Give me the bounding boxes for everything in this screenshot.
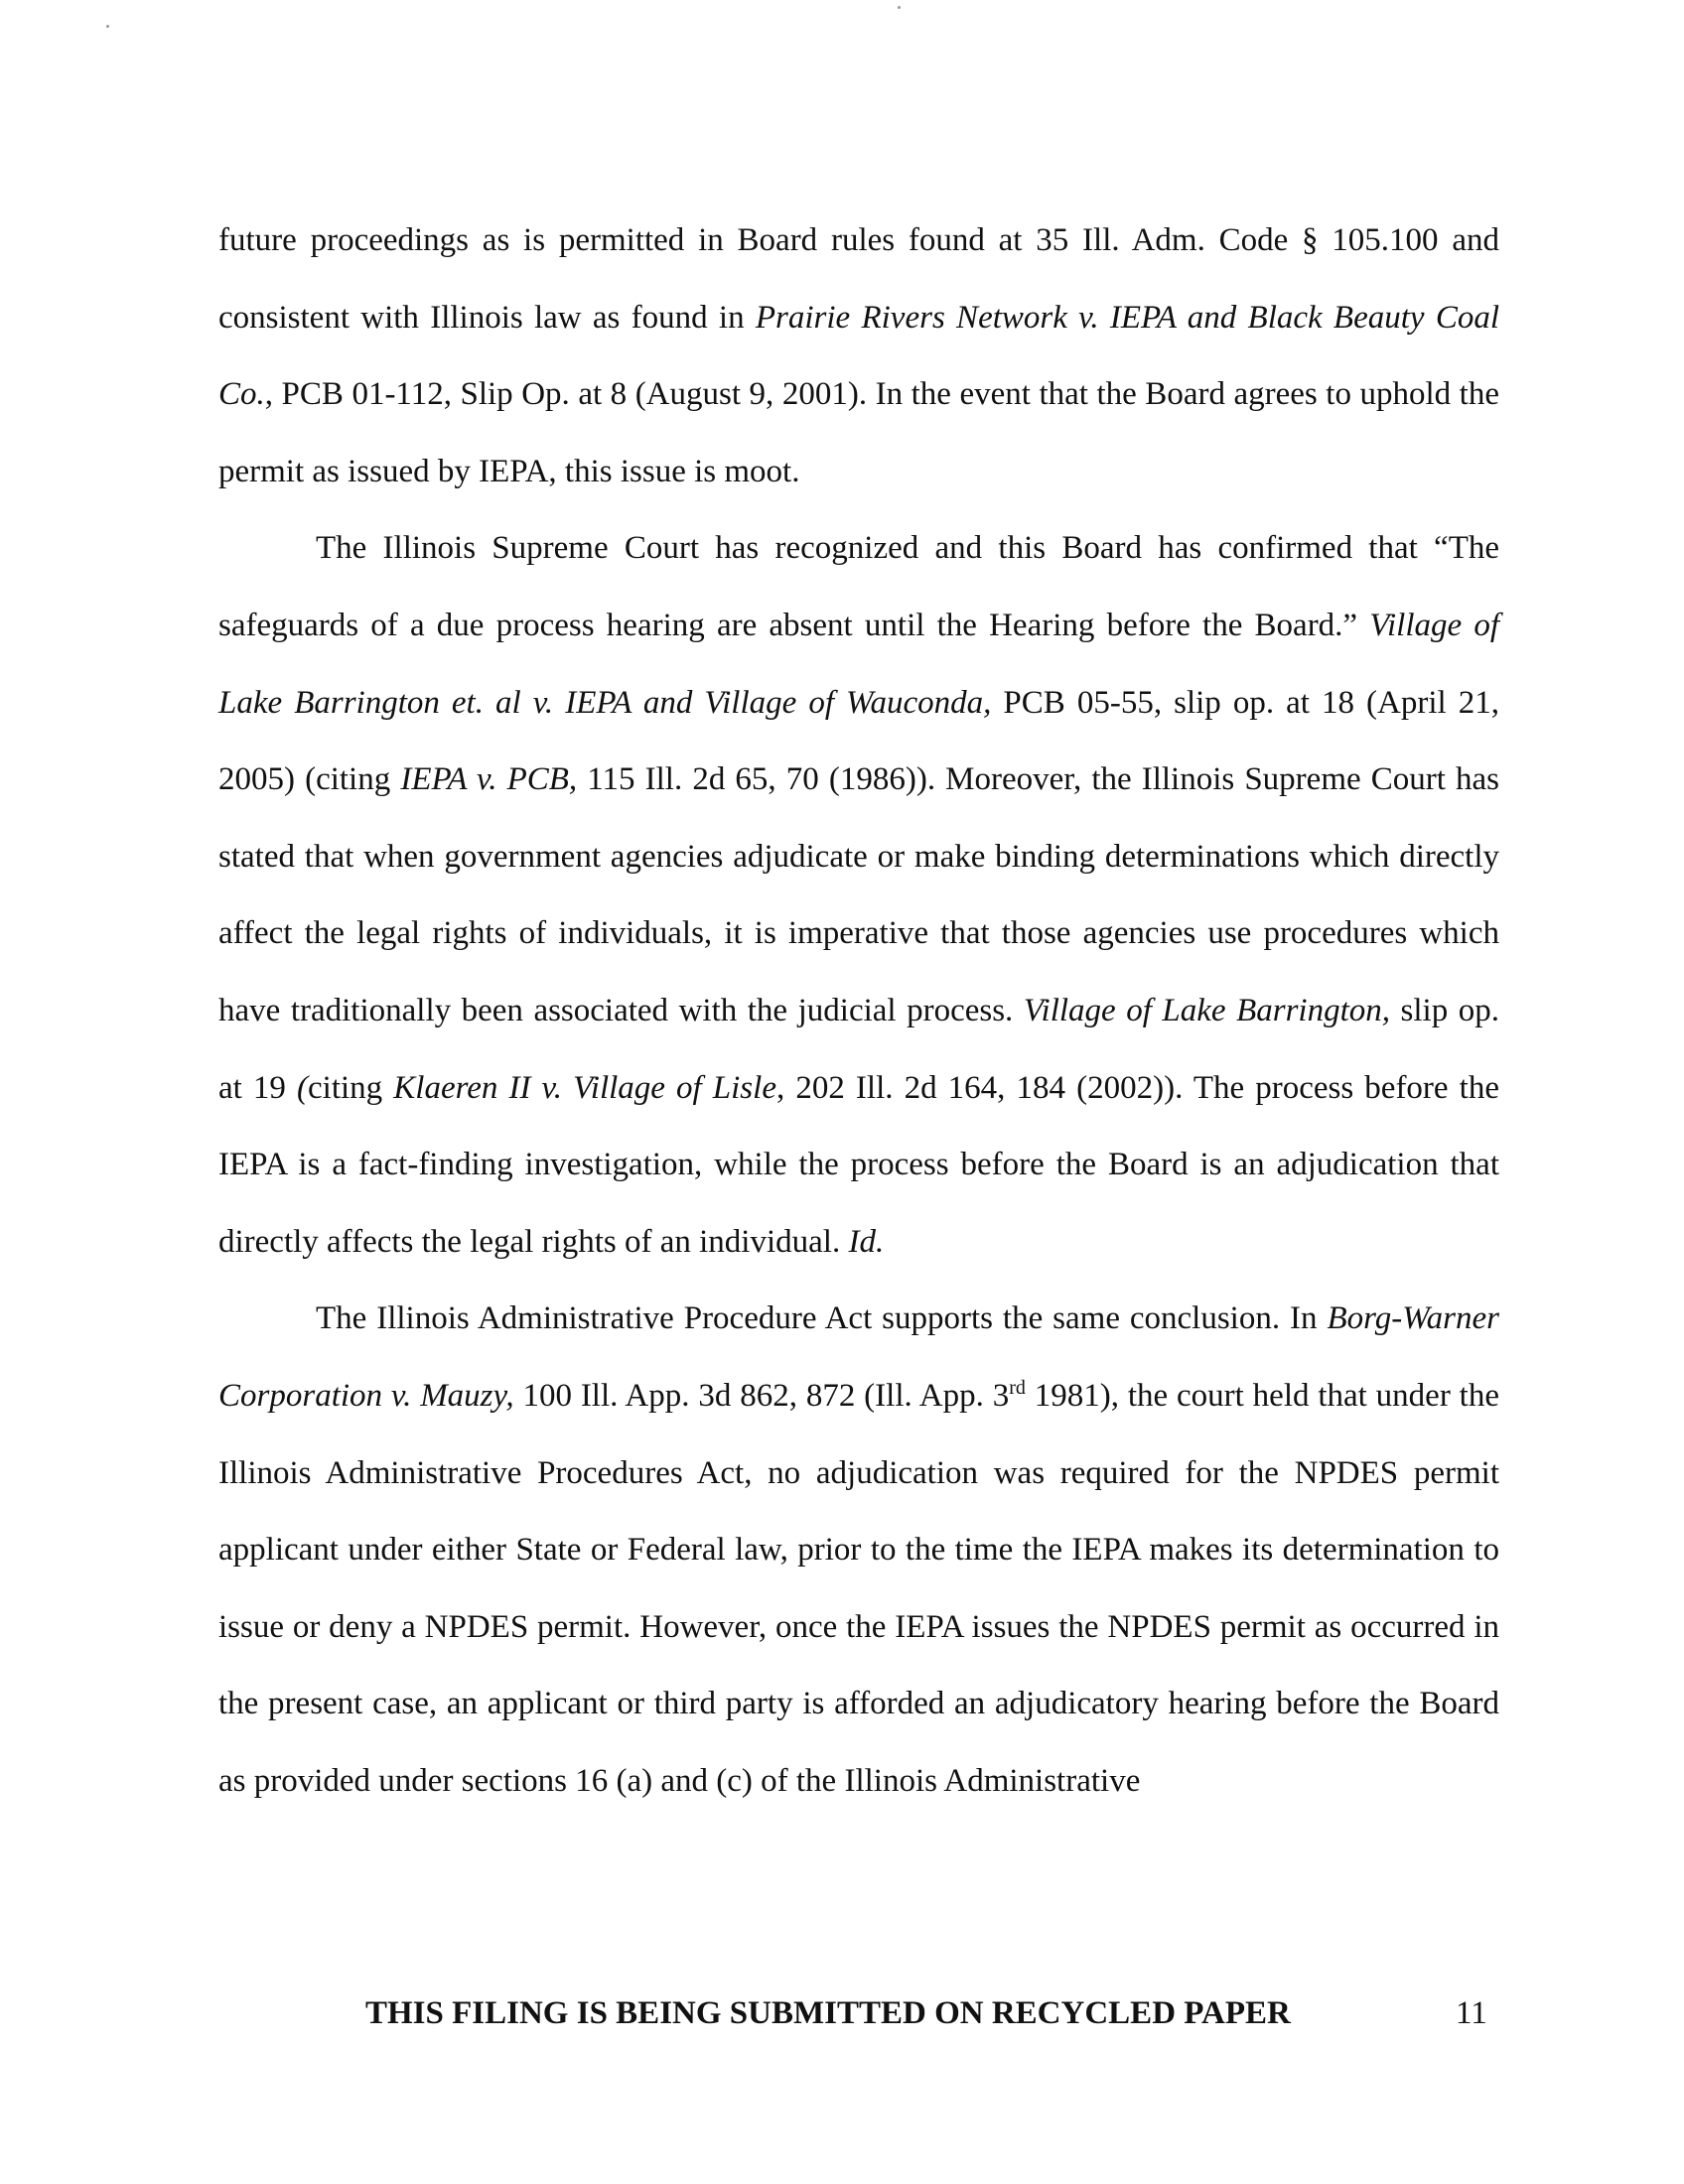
superscript-text: rd (1009, 1376, 1026, 1399)
paragraph-2 (218, 510, 1499, 1281)
italic-citation-text: Borg-Warner Corporation v. Mauzy, (218, 1300, 1499, 1414)
paragraph-text: 115 Ill. 2d 65, 70 (1986)). Moreover, the Illinois Supreme Court has stated that when government agencies adjudicate or make binding determinations which directly affect the legal rights of individuals, it is imperative that those agencies use procedures which have traditionally been associated with the judicial process. (218, 761, 1499, 1028)
paragraph-text: PCB 05-55, slip op. at 18 (April 21, 2005) (citing (218, 684, 1499, 798)
page-number: 11 (1456, 1995, 1487, 2031)
paragraph-text: future proceedings as is permitted in Board rules found at 35 Ill. Adm. Code § 105.100 and consistent with Illinois law as found in (218, 222, 1499, 336)
paragraph-text: 100 Ill. App. 3d 862, 872 (Ill. App. 3 (513, 1377, 1010, 1414)
paragraph-text: slip op. at 19 (218, 992, 1499, 1106)
paragraph-text: citing (308, 1069, 394, 1106)
italic-citation-text: Id. (848, 1223, 885, 1260)
scan-speck (106, 25, 109, 28)
italic-citation-text: Klaeren II v. Village of Lisle (393, 1069, 776, 1106)
paragraph-3 (218, 1281, 1499, 1820)
italic-citation-text: ( (297, 1069, 309, 1106)
paragraph-text: , PCB 01-112, Slip Op. at 8 (August 9, 2001). In the event that the Board agrees to uphold the permit as issued by IEPA, this issue is moot. (218, 376, 1499, 489)
italic-citation-text: IEPA v. PCB, (400, 761, 578, 798)
recycled-paper-notice: THIS FILING IS BEING SUBMITTED ON RECYCLED PAPER (365, 1995, 1291, 2031)
italic-citation-text: Village of Lake Barrington, (1023, 992, 1391, 1028)
paragraph-text: , 202 Ill. 2d 164, 184 (2002)). The process before the IEPA is a fact-finding investigation, while the process before the Board is an adjudication that directly affects the legal rights of an individual. (218, 1069, 1499, 1260)
paragraph-text: 1981), the court held that under the Illinois Administrative Procedures Act, no adjudication was required for the NPDES permit applicant under either State or Federal law, prior to the time the IEPA makes its determination to issue or deny a NPDES permit. However, once the IEPA issues the NPDES permit as occurred in the present case, an applicant or third party is afforded an adjudicatory hearing before the Board as provided under sections 16 (a) and (c) of the Illinois Administrative (218, 1377, 1499, 1799)
paragraph-1 (218, 203, 1499, 510)
scan-speck (898, 6, 901, 9)
document-body (218, 203, 1499, 1820)
paragraph-text: The Illinois Administrative Procedure Act supports the same conclusion. In (316, 1300, 1328, 1337)
italic-citation-text: Prairie Rivers Network v. IEPA and Black Beauty Coal Co. (218, 299, 1500, 413)
paragraph-text: The Illinois Supreme Court has recognized and this Board has confirmed that “The safeguards of a due process hearing are absent until the Hearing before the Board.” (218, 530, 1499, 643)
italic-citation-text: Village of Lake Barrington et. al v. IEPA and Village of Wauconda, (218, 607, 1499, 721)
